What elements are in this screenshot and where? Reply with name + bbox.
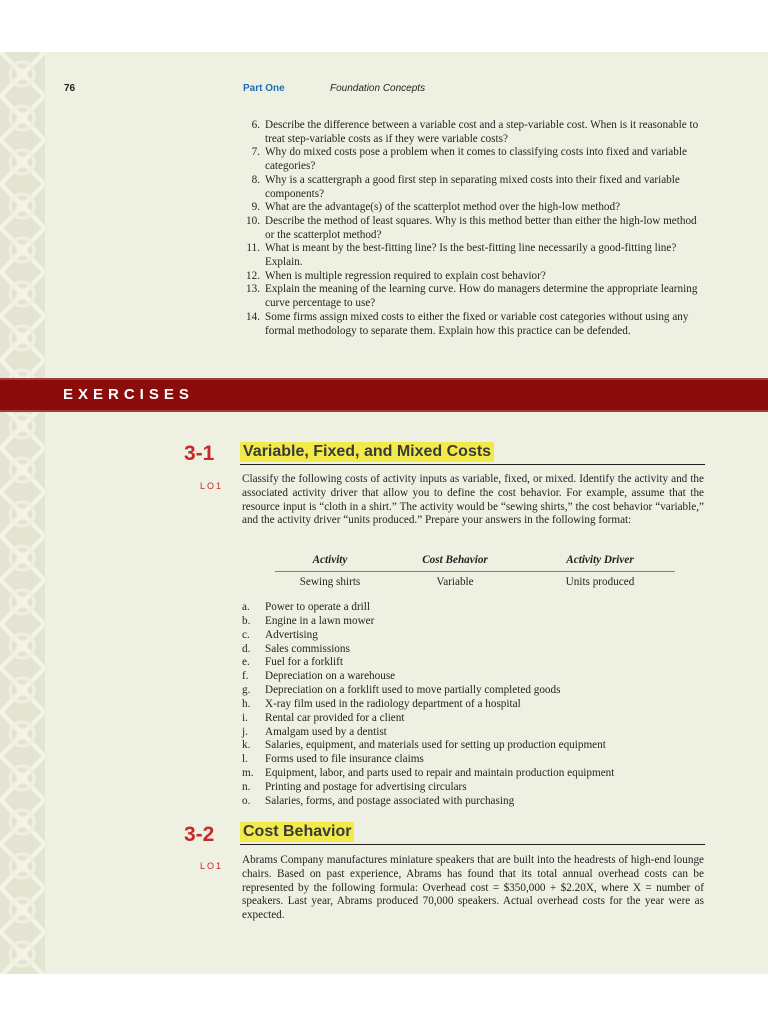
item-text: What is meant by the best-fitting line? Is the best-fitting line necessarily a good-fitting line? Explain. bbox=[265, 242, 677, 269]
item-text: Why do mixed costs pose a problem when it comes to classifying costs into fixed and variable categories? bbox=[265, 146, 687, 173]
part-label: Part One bbox=[243, 83, 285, 94]
list-item bbox=[240, 270, 706, 284]
item-text: Describe the difference between a variable cost and a step-variable cost. When is it reasonable to treat step-variable costs as if they were variable costs? bbox=[265, 119, 699, 145]
exercise-number: 3-1 bbox=[184, 442, 215, 465]
list-item bbox=[242, 698, 704, 712]
item-number: 14. bbox=[246, 310, 260, 323]
table-header-cell: Activity Driver bbox=[566, 554, 634, 566]
list-item bbox=[242, 726, 704, 740]
list-item bbox=[242, 629, 704, 643]
item-text: Sales commissions bbox=[265, 642, 350, 655]
item-letter: l. bbox=[242, 753, 248, 766]
exercise-paragraph: Classify the following costs of activity inputs as variable, fixed, or mixed. Identify the activity and the associated activity driver that allow you to define the cost behavior. For example, assume that the resource input is “cloth in a shirt.” The activity would be “sewing shirts,” the cost behavior “variable,” and the activity driver “units produced.” Prepare your answers in the following format: bbox=[242, 473, 704, 527]
list-item bbox=[242, 753, 704, 767]
exercise-number: 3-2 bbox=[184, 823, 215, 846]
list-item bbox=[240, 174, 706, 201]
list-item bbox=[242, 684, 704, 698]
item-letter: h. bbox=[242, 697, 251, 710]
item-text: What are the advantage(s) of the scatterplot method over the high-low method? bbox=[265, 201, 621, 214]
item-number: 8. bbox=[251, 173, 260, 186]
exercise-title: Variable, Fixed, and Mixed Costs bbox=[240, 442, 494, 462]
item-text: Depreciation on a warehouse bbox=[265, 670, 396, 683]
question-list bbox=[240, 119, 706, 338]
item-text: Some firms assign mixed costs to either the fixed or variable cost categories without using any formal methodology to separate them. Explain how this practice can be defended. bbox=[265, 310, 689, 337]
table-row bbox=[275, 572, 675, 588]
item-text: Salaries, equipment, and materials used for setting up production equipment bbox=[265, 739, 606, 752]
item-letter: k. bbox=[242, 739, 251, 752]
list-item bbox=[240, 201, 706, 215]
list-item bbox=[240, 146, 706, 173]
item-number: 11. bbox=[246, 242, 260, 255]
item-text: Printing and postage for advertising circulars bbox=[265, 780, 467, 793]
item-text: Equipment, labor, and parts used to repair and maintain production equipment bbox=[265, 767, 615, 780]
textbook-page bbox=[0, 52, 768, 974]
item-text: X-ray film used in the radiology department of a hospital bbox=[265, 697, 521, 710]
list-item bbox=[242, 615, 704, 629]
learning-objective: LO1 bbox=[200, 861, 224, 871]
list-item bbox=[242, 739, 704, 753]
list-item bbox=[240, 283, 706, 310]
item-letter: c. bbox=[242, 628, 250, 641]
item-number: 9. bbox=[251, 201, 260, 214]
page-number: 76 bbox=[64, 83, 76, 94]
item-letter: m. bbox=[242, 767, 254, 780]
exercise-heading bbox=[240, 822, 705, 845]
list-item bbox=[240, 311, 706, 338]
table-header-row bbox=[275, 554, 675, 572]
item-text: Advertising bbox=[265, 628, 318, 641]
item-letter: b. bbox=[242, 614, 251, 627]
item-text: Forms used to file insurance claims bbox=[265, 753, 424, 766]
item-letter: i. bbox=[242, 711, 248, 724]
item-letter: e. bbox=[242, 656, 250, 669]
item-letter: a. bbox=[242, 601, 250, 613]
list-item bbox=[242, 767, 704, 781]
item-letter: o. bbox=[242, 794, 251, 807]
item-text: Depreciation on a forklift used to move partially completed goods bbox=[265, 684, 561, 697]
cost-item-list bbox=[242, 601, 704, 809]
table-cell: Units produced bbox=[565, 576, 635, 588]
item-letter: n. bbox=[242, 780, 251, 793]
list-item bbox=[242, 601, 704, 615]
item-number: 12. bbox=[246, 269, 260, 282]
table-header-cell: Cost Behavior bbox=[422, 554, 488, 566]
table-header-cell: Activity bbox=[312, 554, 348, 566]
exercise-title: Cost Behavior bbox=[240, 822, 354, 842]
item-number: 10. bbox=[246, 214, 260, 227]
item-letter: j. bbox=[242, 725, 248, 738]
item-number: 13. bbox=[246, 283, 260, 296]
section-title: EXERCISES bbox=[63, 386, 194, 403]
list-item bbox=[240, 215, 706, 242]
answer-format-table bbox=[275, 554, 675, 588]
list-item bbox=[242, 670, 704, 684]
learning-objective: LO1 bbox=[200, 481, 224, 491]
table-cell: Variable bbox=[436, 576, 474, 588]
list-item bbox=[242, 643, 704, 657]
item-letter: g. bbox=[242, 684, 251, 697]
item-number: 6. bbox=[251, 119, 260, 131]
item-text: Salaries, forms, and postage associated with purchasing bbox=[265, 794, 515, 807]
section-banner bbox=[0, 378, 768, 412]
item-letter: f. bbox=[242, 670, 249, 683]
item-text: Describe the method of least squares. Why is this method better than either the high-low method or the scatterplot method? bbox=[265, 214, 697, 241]
item-letter: d. bbox=[242, 642, 251, 655]
running-title: Foundation Concepts bbox=[330, 83, 426, 94]
exercise-paragraph: Abrams Company manufactures miniature speakers that are built into the headrests of high-end lounge chairs. Based on past experience, Abrams has found that its total annual overhead costs can be represented by the following formula: Overhead cost = $350,000 + $2.20X, where X = number of speakers. Last year, Abrams produced 70,000 speakers. Actual overhead costs for the year were as expected. bbox=[242, 854, 704, 922]
item-text: Rental car provided for a client bbox=[265, 711, 405, 724]
item-number: 7. bbox=[251, 146, 260, 159]
decorative-border bbox=[0, 52, 45, 974]
item-text: Explain the meaning of the learning curve. How do managers determine the appropriate learning curve percentage to use? bbox=[265, 283, 698, 310]
list-item bbox=[242, 712, 704, 726]
item-text: Amalgam used by a dentist bbox=[265, 725, 387, 738]
item-text: Why is a scattergraph a good first step in separating mixed costs into their fixed and variable components? bbox=[265, 173, 680, 200]
list-item bbox=[242, 795, 704, 809]
list-item bbox=[242, 781, 704, 795]
table-cell: Sewing shirts bbox=[299, 576, 361, 588]
list-item bbox=[240, 119, 706, 146]
item-text: Fuel for a forklift bbox=[265, 656, 343, 669]
list-item bbox=[240, 242, 706, 269]
item-text: Power to operate a drill bbox=[265, 601, 371, 613]
item-text: Engine in a lawn mower bbox=[265, 614, 375, 627]
item-text: When is multiple regression required to explain cost behavior? bbox=[265, 269, 546, 282]
exercise-heading bbox=[240, 442, 705, 465]
list-item bbox=[242, 656, 704, 670]
